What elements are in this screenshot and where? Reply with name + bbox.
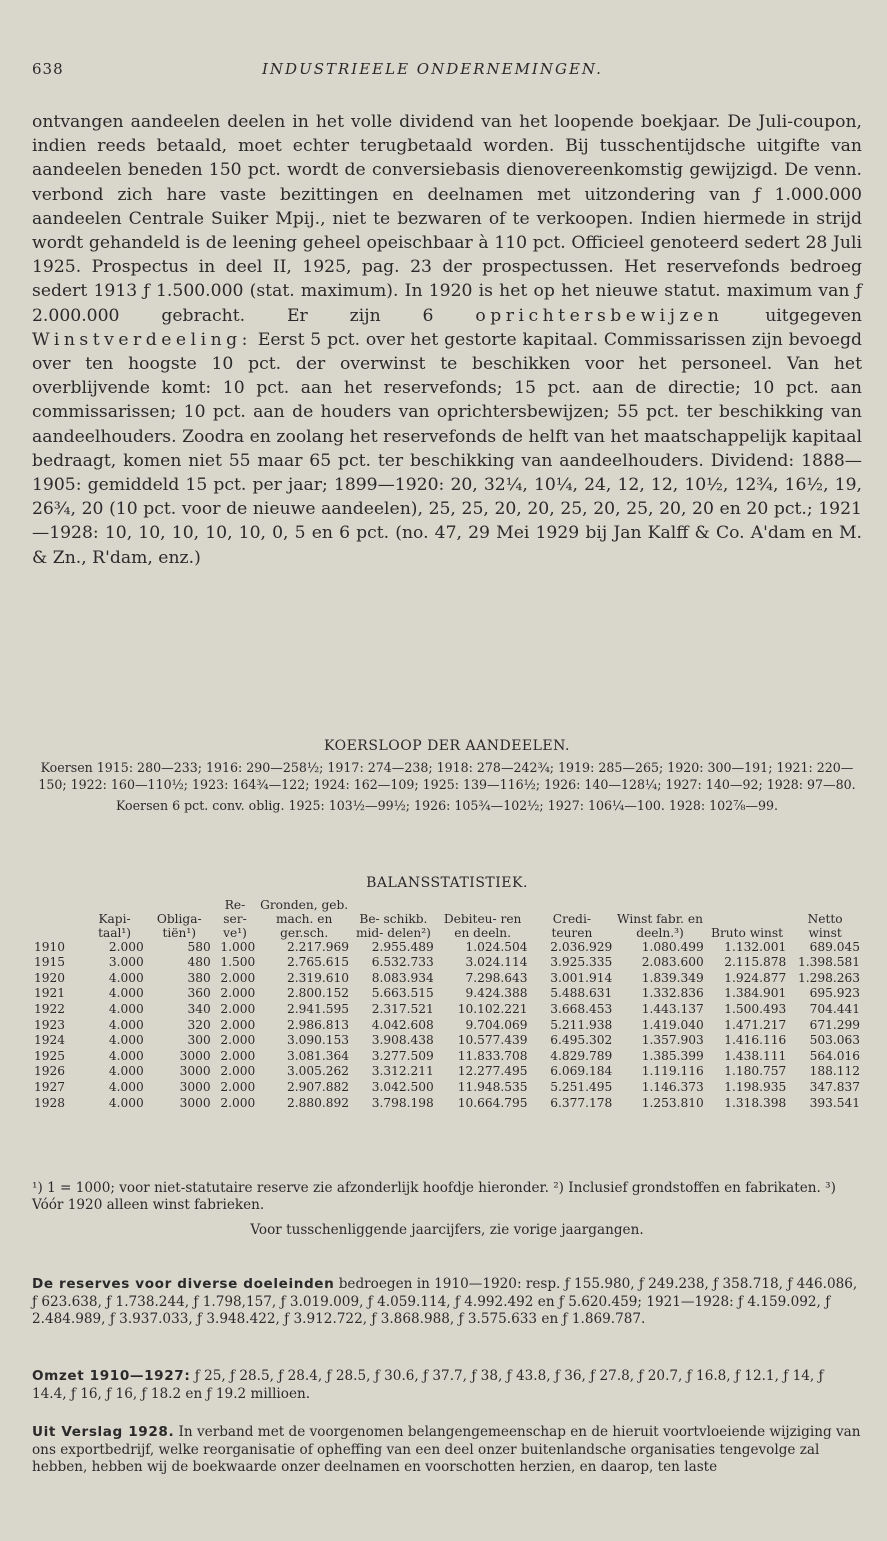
table-cell: 2.800.152: [286, 986, 350, 1001]
table-cell: 3000: [179, 1095, 211, 1110]
table-cell: 3.277.509: [371, 1048, 434, 1063]
table-cell: 3.024.114: [465, 955, 528, 970]
table-cell: 1.119.116: [641, 1064, 704, 1079]
omzet-text: ƒ 25, ƒ 28.5, ƒ 28.4, ƒ 28.5, ƒ 30.6, ƒ 37.7, ƒ 38, ƒ 43.8, ƒ 36, ƒ 27.8, ƒ 20.7, ƒ 16.8, ƒ 12.1, ƒ 14, ƒ 14.4, ƒ 16, ƒ 16, ƒ 18.2 en ƒ 19.2 millioen.: [32, 1368, 824, 1402]
col-header-middelen: Be- schikb. mid- delen²): [355, 911, 431, 940]
table-cell: 300: [187, 1033, 211, 1048]
table-cell: 3.668.453: [550, 1001, 613, 1016]
table-cell: 1.471.217: [724, 1017, 787, 1032]
page-header: [32, 60, 847, 84]
table-cell: 320: [187, 1017, 211, 1032]
row-year: 1924: [34, 1033, 66, 1048]
table-cell: 3.090.153: [286, 1033, 350, 1048]
table-cell: 2.319.610: [286, 970, 350, 985]
table-cell: 4.000: [108, 1095, 144, 1110]
table-cell: 2.941.595: [286, 1001, 350, 1016]
table-cell: 4.000: [108, 970, 144, 985]
table-cell: 1.839.349: [641, 970, 704, 985]
table-cell: 2.000: [220, 1079, 256, 1094]
table-cell: 2.083.600: [641, 955, 704, 970]
table-cell: 6.069.184: [550, 1064, 613, 1079]
table-cell: 1.253.810: [641, 1095, 704, 1110]
reserves-lead: De reserves voor diverse doeleinden: [32, 1276, 335, 1292]
table-cell: 6.495.302: [550, 1033, 613, 1048]
table-cell: 3000: [179, 1048, 211, 1063]
table-row: [32, 940, 862, 956]
col-header-year: [32, 898, 83, 940]
row-year: 1920: [34, 970, 66, 985]
table-cell: 9.704.069: [465, 1017, 528, 1032]
table-cell: 2.000: [220, 1064, 256, 1079]
table-cell: 1.298.263: [797, 970, 860, 985]
table-row: [32, 1049, 862, 1065]
table-cell: 1.398.581: [797, 955, 860, 970]
row-year: 1923: [34, 1017, 66, 1032]
row-year: 1927: [34, 1079, 66, 1094]
table-row: [32, 986, 862, 1002]
table-cell: 2.880.892: [286, 1095, 350, 1110]
table-cell: 380: [187, 970, 211, 985]
koersloop-bonds: Koersen 6 pct. conv. oblig. 1925: 103½—99½; 1926: 105¾—102½; 1927: 106¼—100. 1928: 102⅞—99.: [115, 798, 779, 813]
verslag-text: In verband met de voorgenomen belangengemeenschap en de hieruit voortvloeiende wijziging van ons exportbedrijf, welke reorganisatie of opheffing van een deel onzer buitenlandsche organisaties tengevolge zal hebben, hebben wij de boekwaarde onzer deelnamen en voorschotten herzien, en daarop, ten laste: [32, 1424, 861, 1475]
table-cell: 3000: [179, 1079, 211, 1094]
table-cell: 671.299: [809, 1017, 860, 1032]
table-cell: 1.146.373: [641, 1079, 704, 1094]
table-row: [32, 1018, 862, 1034]
table-cell: 1.332.836: [641, 986, 704, 1001]
running-title: INDUSTRIEELE ONDERNEMINGEN.: [262, 60, 603, 78]
koersloop-section: [32, 738, 862, 814]
table-cell: 2.000: [220, 986, 256, 1001]
table-cell: 347.837: [809, 1079, 860, 1094]
col-header-crediteuren: Credi- teuren: [551, 911, 593, 940]
table-cell: 1.416.116: [724, 1033, 787, 1048]
balans-notes: [32, 1180, 862, 1239]
table-row: [32, 971, 862, 987]
table-cell: 480: [187, 955, 211, 970]
table-cell: 1.924.877: [724, 970, 787, 985]
table-cell: 4.829.789: [550, 1048, 613, 1063]
table-cell: 1.132.001: [724, 939, 787, 954]
table-cell: 3.798.198: [371, 1095, 434, 1110]
omzet-lead: Omzet 1910—1927:: [32, 1368, 191, 1384]
table-row: [32, 1080, 862, 1096]
table-cell: 1.438.111: [724, 1048, 787, 1063]
row-year: 1926: [34, 1064, 66, 1079]
table-cell: 2.000: [220, 1095, 256, 1110]
row-year: 1915: [34, 955, 66, 970]
table-cell: 1.500.493: [724, 1001, 787, 1016]
table-cell: 1.318.398: [724, 1095, 787, 1110]
verslag-lead: Uit Verslag 1928.: [32, 1424, 175, 1440]
verslag-section: [32, 1424, 862, 1477]
koersloop-shares: Koersen 1915: 280—233; 1916: 290—258½; 1917: 274—238; 1918: 278—242¾; 1919: 285—265; 1920: 300—191; 1921: 220—150; 1922: 160—110½; 1923: 164¾—122; 1924: 162—109; 1925: 139—116½; 1926: 140—128¼; 1927: 140—92; 1928: 97—80.: [38, 760, 856, 792]
reserves-text: bedroegen in 1910—1920: resp. ƒ 155.980, ƒ 249.238, ƒ 358.718, ƒ 446.086, ƒ 623.638, ƒ 1.738.244, ƒ 1.798,157, ƒ 3.019.009, ƒ 4.059.114, ƒ 4.992.492 en ƒ 5.620.459; 1921—1928: ƒ 4.159.092, ƒ 2.484.989, ƒ 3.937.033, ƒ 3.948.422, ƒ 3.912.722, ƒ 3.868.988, ƒ 3.575.633 en ƒ 1.869.787.: [32, 1276, 858, 1327]
table-cell: 2.986.813: [286, 1017, 350, 1032]
table-cell: 2.000: [220, 1033, 256, 1048]
col-header-debiteuren: Debiteu- ren en deeln.: [443, 911, 522, 940]
table-cell: 2.000: [220, 1017, 256, 1032]
table-row: [32, 955, 862, 971]
table-cell: 1.357.903: [641, 1033, 704, 1048]
col-header-obligaties: Obliga- tiën¹): [156, 911, 202, 940]
main-text: [32, 110, 862, 570]
table-cell: 3.042.500: [371, 1079, 434, 1094]
table-cell: 2.115.878: [724, 955, 787, 970]
table-cell: 7.298.643: [465, 970, 528, 985]
balans-table: [32, 898, 862, 1112]
table-cell: 2.955.489: [371, 939, 434, 954]
table-cell: 10.664.795: [457, 1095, 528, 1110]
table-cell: 1.000: [220, 939, 256, 954]
table-cell: 2.000: [108, 939, 144, 954]
table-cell: 5.663.515: [371, 986, 434, 1001]
table-cell: 3.081.364: [286, 1048, 350, 1063]
table-cell: 3000: [179, 1064, 211, 1079]
omzet-section: [32, 1368, 862, 1403]
table-cell: 3.000: [108, 955, 144, 970]
table-row: [32, 1033, 862, 1049]
balans-footnote: ¹) 1 = 1000; voor niet-statutaire reserve zie afzonderlijk hoofdje hieronder. ²) Inclusief grondstoffen en fabrikaten. ³) Vóór 1920 alleen winst fabrieken.: [32, 1180, 836, 1213]
row-year: 1910: [34, 939, 66, 954]
table-cell: 5.251.495: [550, 1079, 613, 1094]
table-cell: 188.112: [809, 1064, 860, 1079]
table-cell: 6.532.733: [371, 955, 434, 970]
table-cell: 340: [187, 1001, 211, 1016]
row-year: 1928: [34, 1095, 66, 1110]
table-cell: 1.080.499: [641, 939, 704, 954]
table-cell: 2.000: [220, 970, 256, 985]
table-cell: 4.000: [108, 1079, 144, 1094]
table-cell: 6.377.178: [550, 1095, 613, 1110]
table-cell: 360: [187, 986, 211, 1001]
table-cell: 3.005.262: [286, 1064, 350, 1079]
table-cell: 11.948.535: [457, 1079, 528, 1094]
table-cell: 4.000: [108, 1001, 144, 1016]
table-cell: 4.042.608: [371, 1017, 434, 1032]
table-cell: 4.000: [108, 1017, 144, 1032]
table-cell: 9.424.388: [465, 986, 528, 1001]
row-year: 1921: [34, 986, 66, 1001]
reserves-section: [32, 1276, 862, 1329]
table-cell: 689.045: [809, 939, 860, 954]
col-header-reserve: Re- ser- ve¹): [223, 897, 247, 940]
table-cell: 1.385.399: [641, 1048, 704, 1063]
col-header-gronden: Gronden, geb. mach. en ger.sch.: [260, 897, 349, 940]
table-cell: 2.907.882: [286, 1079, 350, 1094]
table-cell: 8.083.934: [371, 970, 434, 985]
col-header-winst-fabr: Winst fabr. en deeln.³): [617, 911, 703, 940]
table-cell: 1.419.040: [641, 1017, 704, 1032]
table-cell: 580: [187, 939, 211, 954]
table-cell: 1.198.935: [724, 1079, 787, 1094]
row-year: 1922: [34, 1001, 66, 1016]
table-cell: 1.500: [220, 955, 256, 970]
table-cell: 1.384.901: [724, 986, 787, 1001]
table-cell: 2.036.929: [550, 939, 613, 954]
table-cell: 503.063: [809, 1033, 860, 1048]
table-cell: 4.000: [108, 1048, 144, 1063]
table-cell: 1.024.504: [465, 939, 528, 954]
balans-header-row: [32, 898, 862, 940]
table-cell: 12.277.495: [457, 1064, 528, 1079]
table-cell: 3.312.211: [371, 1064, 434, 1079]
table-cell: 564.016: [809, 1048, 860, 1063]
paragraph-dividend: ontvangen aandeelen deelen in het volle dividend van het loopende boekjaar. De Juli-coupon, indien reeds betaald, moet echter terugbetaald worden. Bij tusschentijdsche uitgifte van aandeelen beneden 150 pct. wordt de conversiebasis dienovereenkomstig gewijzigd. De venn. verbond zich hare vaste bezittingen en deelnamen met uitzondering van ƒ 1.000.000 aandeelen Centrale Suiker Mpij., niet te bezwaren of te verkoopen. Indien hiermede in strijd wordt gehandeld is de leening geheel opeischbaar à 110 pct. Officieel genoteerd sedert 28 Juli 1925. Prospectus in deel II, 1925, pag. 23 der prospectussen. Het reservefonds bedroeg sedert 1913 ƒ 1.500.000 (stat. maximum). In 1920 is het op het nieuwe statut. maximum van ƒ 2.000.000 gebracht. Er zijn 6 oprichtersbewijzen uitgegeven Winstverdeeling: Eerst 5 pct. over het gestorte kapitaal. Commissarissen zijn bevoegd over ten hoogste 10 pct. der overwinst te beschikken voor het personeel. Van het overblijvende komt: 10 pct. aan het reservefonds; 15 pct. aan de directie; 10 pct. aan commissarissen; 10 pct. aan de houders van oprichtersbewijzen; 55 pct. ter beschikking van aandeelhouders. Zoodra en zoolang het reservefonds de helft van het maatschappelijk kapitaal bedraagt, komen niet 55 maar 65 pct. ter beschikking van aandeelhouders. Dividend: 1888—1905: gemiddeld 15 pct. per jaar; 1899—1920: 20, 32¼, 10¼, 24, 12, 12, 10½, 12¾, 16½, 19, 26¾, 20 (10 pct. voor de nieuwe aandeelen), 25, 25, 20, 20, 25, 20, 25, 20, 20 en 20 pct.; 1921—1928: 10, 10, 10, 10, 10, 0, 5 en 6 pct. (no. 47, 29 Mei 1929 bij Jan Kalff & Co. A'dam en M. & Zn., R'dam, enz.): [32, 112, 863, 568]
page-number: 638: [32, 60, 64, 78]
table-cell: 3.908.438: [371, 1033, 434, 1048]
table-row: [32, 1002, 862, 1018]
table-cell: 10.577.439: [457, 1033, 528, 1048]
table-cell: 3.001.914: [550, 970, 613, 985]
table-cell: 10.102.221: [457, 1001, 528, 1016]
table-cell: 5.211.938: [550, 1017, 613, 1032]
koersloop-title: KOERSLOOP DER AANDEELEN.: [324, 738, 570, 754]
balans-note-prior-years: Voor tusschenliggende jaarcijfers, zie vorige jaargangen.: [250, 1222, 644, 1238]
table-cell: 2.000: [220, 1048, 256, 1063]
table-cell: 4.000: [108, 986, 144, 1001]
table-cell: 2.765.615: [286, 955, 350, 970]
balans-table-body: [32, 940, 862, 1112]
table-cell: 704.441: [809, 1001, 860, 1016]
balans-section: [32, 876, 862, 1111]
table-cell: 2.217.969: [286, 939, 350, 954]
table-cell: 3.925.335: [550, 955, 613, 970]
row-year: 1925: [34, 1048, 66, 1063]
col-header-bruto-winst: Bruto winst: [710, 925, 784, 940]
table-cell: 1.443.137: [641, 1001, 704, 1016]
table-cell: 2.000: [220, 1001, 256, 1016]
col-header-kapitaal: Kapi- taal¹): [98, 911, 132, 940]
table-cell: 393.541: [809, 1095, 860, 1110]
table-cell: 4.000: [108, 1064, 144, 1079]
table-cell: 5.488.631: [550, 986, 613, 1001]
table-cell: 11.833.708: [457, 1048, 528, 1063]
table-row: [32, 1096, 862, 1112]
table-cell: 4.000: [108, 1033, 144, 1048]
table-cell: 1.180.757: [724, 1064, 787, 1079]
balans-title: BALANSSTATISTIEK.: [366, 875, 528, 891]
table-cell: 695.923: [809, 986, 860, 1001]
table-cell: 2.317.521: [371, 1001, 434, 1016]
col-header-netto-winst: Netto winst: [807, 911, 843, 940]
table-row: [32, 1064, 862, 1080]
